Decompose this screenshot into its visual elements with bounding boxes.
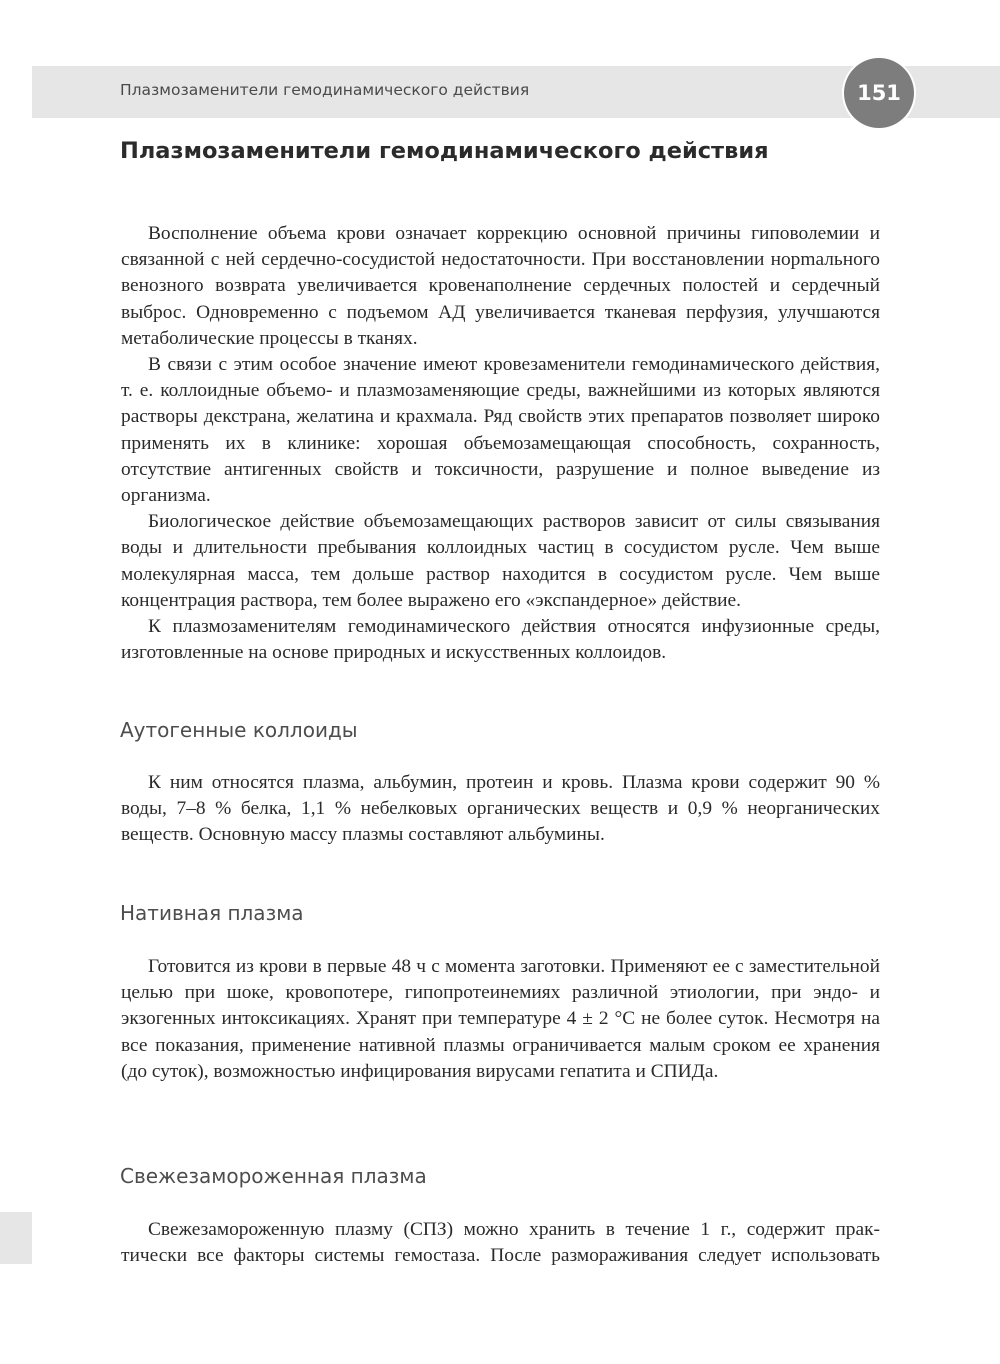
- intro-paragraph-1: Восполнение объема крови означает коррекцию основной причины гиповолемии и связанной с ней сердечно-сосудистой недостаточности. При восстановлении норmального венозного возврата увеличивается кровенаполнение сердечных полостей и сердечный выброс. Одновременно с подъемом АД увеличивается тканевая перфузия, улучшаются метаболические процессы в тканях.: [121, 223, 880, 349]
- section-paragraph: Готовится из крови в первые 48 ч с момента заготовки. Применяют ее с заместительной целью при шоке, кровопотере, гипопротеинемиях различной этиологии, при эндо- и экзогенных интоксикациях. Хранят при температуре 4 ± 2 °С не более суток. Несмотря на все показания, применение нативной плазмы ограничивается малым сроком ее хранения (до суток), возможностью инфицирования вирусами гепатита и СПИДа.: [121, 956, 880, 1082]
- running-header-title: Плазмозаменители гемодинамического действия: [120, 81, 530, 99]
- section-paragraph: Свежезамороженную плазму (СПЗ) можно хранить в течение 1 г., содержит практически все факторы системы гемостаза. После размораживания следует использовать: [121, 1219, 880, 1267]
- page-number-badge: 151: [844, 58, 914, 128]
- section-text-autogenic-colloids: [121, 770, 880, 849]
- intro-text: [121, 221, 880, 666]
- section-paragraph: К ним относятся плазма, альбумин, протеин и кровь. Плазма крови содержит 90 % воды, 7–8 % белка, 1,1 % небелковых органических веществ и 0,9 % неорганических веществ. Основную массу плазмы составляют альбумины.: [121, 772, 880, 846]
- section-text-native-plasma: [121, 954, 880, 1085]
- section-heading-fresh-frozen-plasma: Свежезамороженная плазма: [120, 1164, 427, 1188]
- section-heading-native-plasma: Нативная плазма: [120, 901, 304, 925]
- section-heading-autogenic-colloids: Аутогенные коллоиды: [120, 718, 358, 742]
- page-edge-tab: [0, 1212, 32, 1264]
- chapter-heading: Плазмозаменители гемодинамического действия: [120, 138, 769, 164]
- intro-paragraph-3: Биологическое действие объемозамещающих растворов зависит от силы связывания воды и длительности пребывания коллоидных частиц в сосудистом русле. Чем выше молекулярная масса, тем дольше раствор находится в сосудистом русле. Чем выше концентрация раствора, тем более выражено его «экспандерное» действие.: [121, 511, 880, 611]
- section-text-fresh-frozen-plasma: [121, 1217, 880, 1269]
- intro-paragraph-2: В связи с этим особое значение имеют кровезаменители гемодинамического действия, т. е. коллоидные объемо- и плазмозаменяющие среды, важнейшими из которых являются растворы декстрана, желатина и крахмала. Ряд свойств этих препаратов позволяет широко применять их в клинике: хорошая объемозамещающая способность, сохранность, отсутствие антигенных свойств и токсичности, разрушение и полное выведение из организма.: [121, 354, 880, 507]
- intro-paragraph-4: К плазмозаменителям гемодинамического действия относятся инфузионные среды, изготовленные на основе природных и искусственных коллоидов.: [121, 616, 880, 664]
